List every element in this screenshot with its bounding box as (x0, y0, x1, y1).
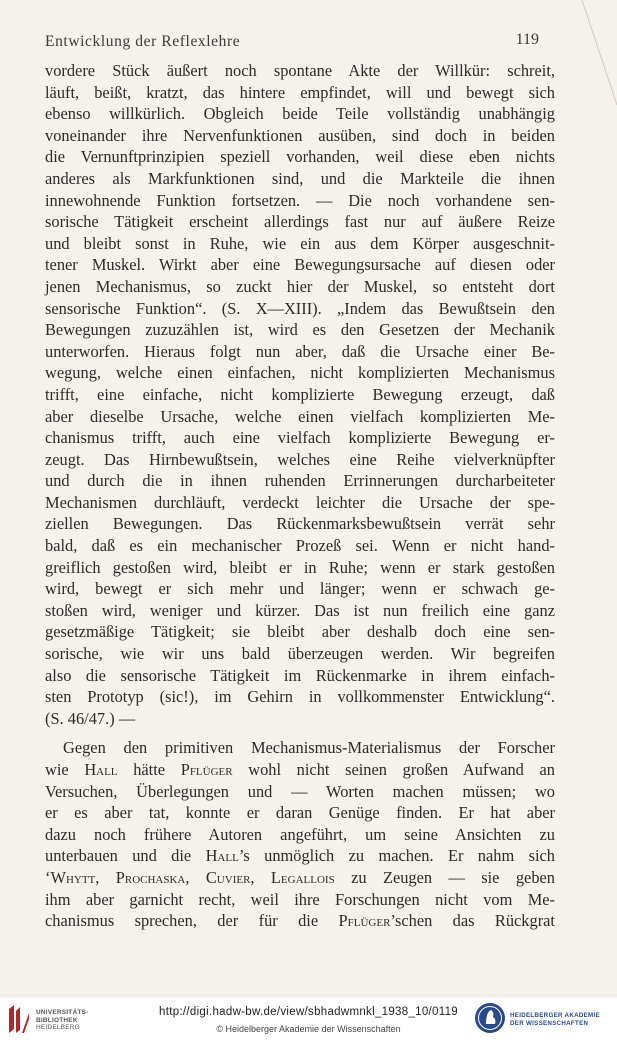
paragraph-gap (45, 729, 555, 737)
author-name: Pflüger (180, 760, 233, 779)
text-line: trifft, eine einfache, nicht komplizierte Bewegung erzeugt, daß (45, 384, 555, 404)
text-line: und durch die in ihnen ruhenden Errinnerungen durcharbeiteter (45, 471, 555, 491)
author-name: Hall (205, 846, 239, 866)
text-line: tener Muskel. Wirkt aber eine Bewegungsursache auf diesen oder (45, 255, 555, 275)
text-line: aber dieselbe Ursache, welche einen vielfach komplizierten Me- (45, 406, 555, 426)
permalink-url[interactable]: http://digi.hadw-bw.de/view/sbhadwmnkl_1938_10/0119 (159, 1006, 458, 1018)
body-text (45, 60, 555, 932)
text-line: stoßen wird, weniger und kürzer. Das ist nun freilich eine ganz (45, 600, 555, 620)
text-line: bald, daß es ein mechanischer Prozeß sei. Wenn er nicht hand- (45, 536, 555, 556)
text-line: er es aber tat, konnte er daran Genüge finden. Er hat aber (45, 803, 555, 823)
author-name: Prochaska (115, 867, 186, 887)
academy-logo-label: HEIDELBERGER AKADEMIE DER WISSENSCHAFTEN (510, 1012, 600, 1027)
text-line: chanismus trifft, auch eine vielfach komplizierte Bewegung er- (45, 428, 555, 448)
paragraph-1 (45, 60, 555, 708)
text-line: ziellen Bewegungen. Das Rückenmarksbewußtsein verrät sehr (45, 514, 555, 534)
text-line: sorische Tätigkeit erscheint allerdings fast nur auf äußere Reize (45, 212, 555, 232)
text-line: also die sensorische Tätigkeit im Rückenmarke in ihrem einfach- (45, 665, 555, 685)
academy-logo[interactable] (474, 1002, 609, 1038)
text-line: dazu noch frühere Autoren angeführt, um seine Ansichten zu (45, 824, 555, 844)
text-line: unterworfen. Hieraus folgt nun aber, daß die Ursache einer Be- (45, 341, 555, 361)
text-line: ‘Whytt, Prochaska, Cuvier, Legallois zu Zeugen — sie geben (45, 867, 555, 887)
text-line: zeugt. Das Hirnbewußtsein, welches eine Reihe vielverknüpfter (45, 449, 555, 469)
paragraph-2 (45, 737, 555, 931)
text-line: sten Prototyp (sic!), im Gehirn in vollkommenster Entwicklung“. (45, 687, 555, 707)
text-line: (S. 46/47.) — (45, 708, 136, 728)
copyright-notice: © Heidelberger Akademie der Wissenschaften (216, 1024, 401, 1034)
text-line: greiflich gestoßen wird, bleibt er in Ruhe; wenn er stark gestoßen (45, 557, 555, 577)
text-line: Mechanismen durchläuft, verdeckt leichter die Ursache der spe- (45, 492, 555, 512)
text-line: sensorische Funktion“. (S. X—XIII). „Indem das Bewußtsein den (45, 298, 555, 318)
paragraph-1-end (45, 708, 555, 730)
text-line: sorische, wie wir uns bald überzeugen werden. Wir begreifen (45, 644, 555, 664)
text-line: Bewegungen zuzuzählen ist, wird es den Gesetzen der Mechanik (45, 320, 555, 340)
text-line: wird, bewegt er sich mehr und länger; wenn er schwach ge- (45, 579, 555, 599)
page-number: 119 (515, 31, 539, 48)
author-name: Legallois (270, 867, 335, 887)
text-line: wie Hall hätte Pflüger wohl nicht seinen großen Aufwand an (45, 760, 555, 779)
page-corner-shadow (577, 0, 617, 110)
text-line: chanismus sprechen, der für die Pflüger’schen das Rückgrat (45, 911, 555, 931)
text-line: voneinander ihre Nervenfunktionen ausüben, sind doch in beiden (45, 125, 555, 145)
running-header (45, 33, 539, 55)
viewer-footer (0, 996, 617, 1042)
text-line: vordere Stück äußert noch spontane Akte der Willkür: schreit, (45, 61, 555, 80)
text-line: Versuchen, Überlegungen und — Worten machen müssen; wo (45, 781, 555, 801)
author-name: Hall (84, 760, 118, 779)
text-line: die Vernunftprinzipien speziell vorhanden, weil diese eben nichts (45, 147, 555, 167)
academy-seal-icon (474, 1002, 506, 1034)
author-name: Pflüger (338, 911, 391, 931)
text-line: läuft, beißt, kratzt, das hintere empfindet, will und bewegt sich (45, 82, 555, 102)
text-line: innewohnende Funktion fortsetzen. — Die noch vorhandene sen- (45, 190, 555, 210)
author-name: Whytt (50, 867, 96, 887)
text-line: ebenso willkürlich. Obgleich beide Teile vollständig unabhängig (45, 104, 555, 124)
library-logo-label: UNIVERSITÄTS- BIBLIOTHEK HEIDELBERG (36, 1009, 89, 1031)
text-line: unterbauen und die Hall’s unmöglich zu machen. Er nahm sich (45, 846, 556, 866)
author-name: Cuvier (205, 867, 251, 887)
text-line: wegung, welche einen einfachen, nicht komplizierten Mechanismus (45, 363, 555, 383)
text-line: anderes als Markfunktionen sind, und die Markteile die ihnen (45, 168, 555, 188)
text-line: ihm aber garnicht recht, weil ihre Forschungen nicht vom Me- (45, 889, 555, 909)
text-line: jenen Mechanismus, so zuckt hier der Muskel, so entsteht dort (45, 276, 555, 296)
text-line: gesetzmäßige Tätigkeit; sie bleibt aber deshalb doch eine sen- (45, 622, 555, 642)
running-title: Entwicklung der Reflexlehre (45, 33, 241, 50)
text-line: Gegen den primitiven Mechanismus-Materialismus der Forscher (63, 738, 555, 758)
text-line: und bleibt sonst in Ruhe, wie ein aus dem Körper ausgeschnit- (45, 233, 555, 253)
